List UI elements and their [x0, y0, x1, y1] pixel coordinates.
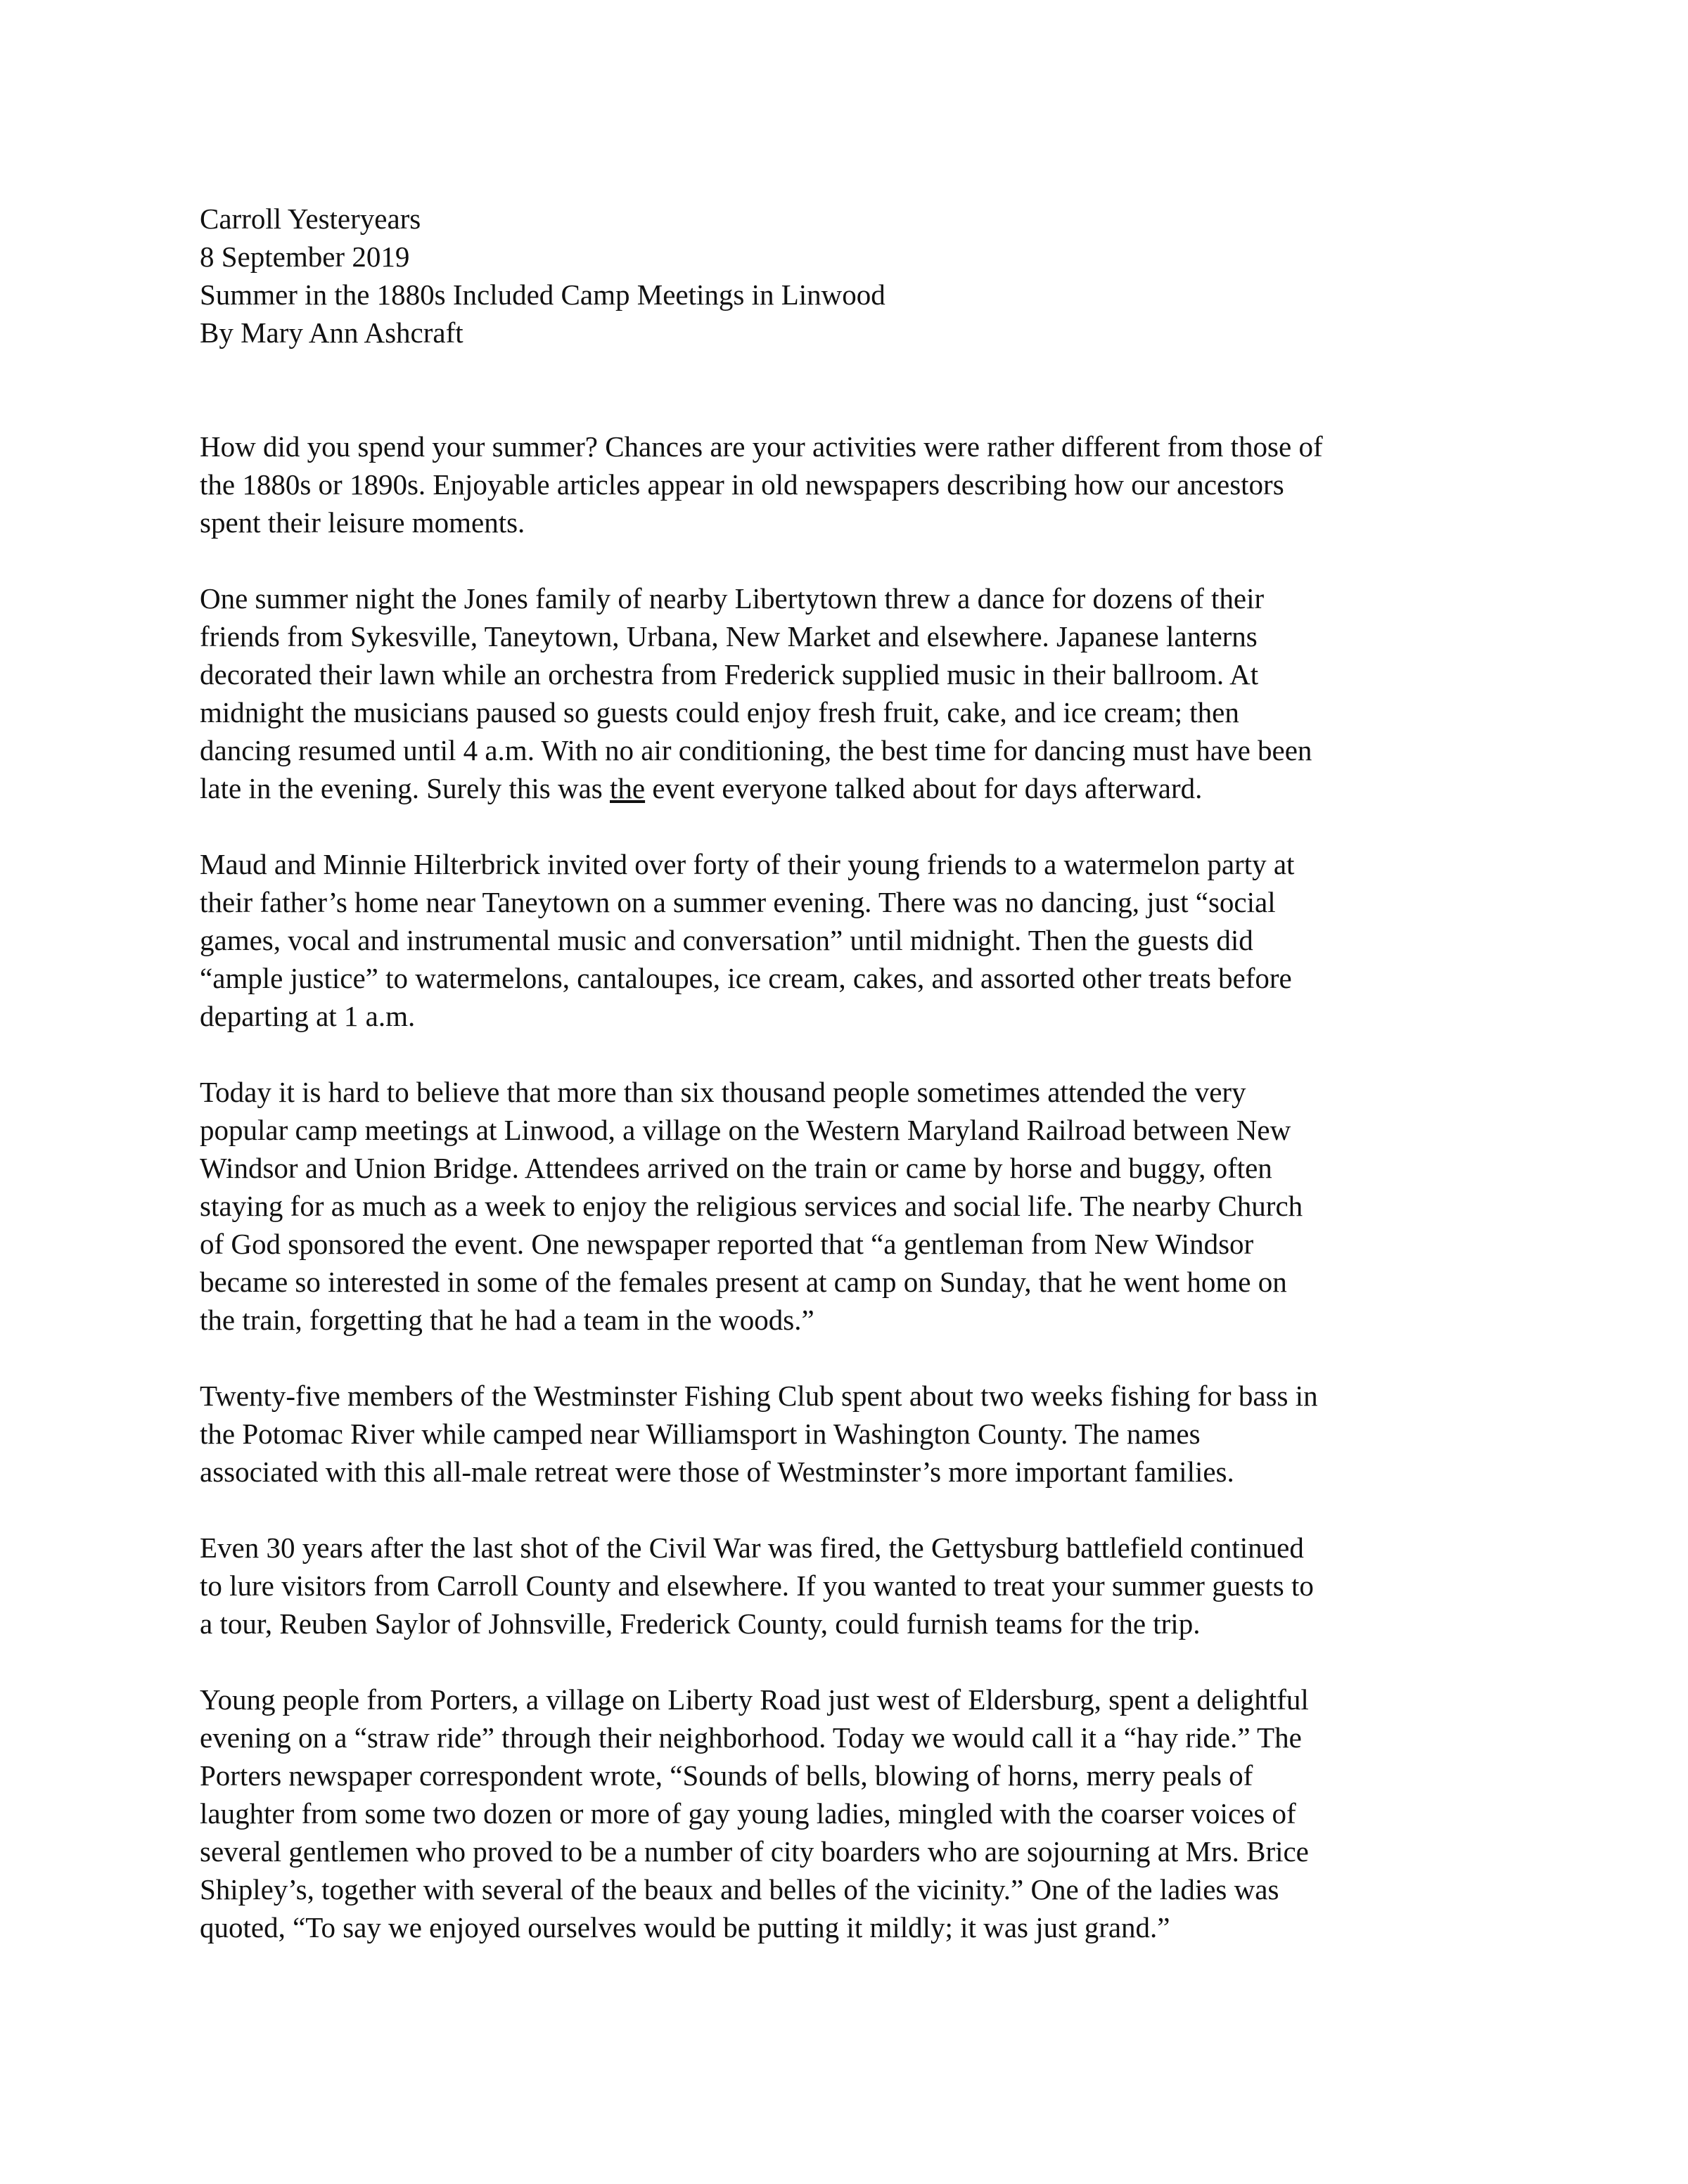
- paragraph-jones-dance: [200, 579, 1508, 807]
- text-line: [200, 769, 1508, 807]
- text-line: Today it is hard to believe that more than six thousand people sometimes attended the very: [200, 1076, 1246, 1108]
- publication-date: 8 September 2019: [200, 240, 410, 273]
- text-line: of God sponsored the event. One newspaper reported that “a gentleman from New Windsor: [200, 1228, 1254, 1260]
- text-line: the train, forgetting that he had a team in the woods.”: [200, 1304, 814, 1336]
- text-line: a tour, Reuben Saylor of Johnsville, Frederick County, could furnish teams for the trip.: [200, 1607, 1201, 1640]
- text-line: decorated their lawn while an orchestra from Frederick supplied music in their ballroom. At: [200, 658, 1259, 690]
- text-line: Even 30 years after the last shot of the Civil War was fired, the Gettysburg battlefield continued: [200, 1531, 1304, 1564]
- text-line: popular camp meetings at Linwood, a village on the Western Maryland Railroad between New: [200, 1114, 1291, 1146]
- text-line: laughter from some two dozen or more of gay young ladies, mingled with the coarser voices of: [200, 1797, 1296, 1830]
- text-line: associated with this all-male retreat were those of Westminster’s more important families.: [200, 1456, 1234, 1488]
- text-line: How did you spend your summer? Chances are your activities were rather different from those of: [200, 430, 1323, 463]
- text-line: midnight the musicians paused so guests could enjoy fresh fruit, cake, and ice cream; then: [200, 696, 1239, 728]
- text-segment: late in the evening. Surely this was: [200, 772, 610, 804]
- text-line: the Potomac River while camped near Williamsport in Washington County. The names: [200, 1418, 1201, 1450]
- text-line: spent their leisure moments.: [200, 506, 525, 539]
- text-line: departing at 1 a.m.: [200, 1000, 416, 1032]
- paragraph-straw-ride: [200, 1681, 1508, 1946]
- text-line: Shipley’s, together with several of the beaux and belles of the vicinity.” One of the ladies was: [200, 1873, 1279, 1906]
- paragraph-linwood-camp: [200, 1073, 1508, 1339]
- article-header: [200, 200, 1508, 352]
- article-title: Summer in the 1880s Included Camp Meetings in Linwood: [200, 278, 885, 311]
- text-line: the 1880s or 1890s. Enjoyable articles appear in old newspapers describing how our ancestors: [200, 468, 1284, 501]
- text-line: to lure visitors from Carroll County and elsewhere. If you wanted to treat your summer guests to: [200, 1569, 1314, 1602]
- text-line: evening on a “straw ride” through their neighborhood. Today we would call it a “hay ride.” The: [200, 1721, 1302, 1754]
- underlined-word: the: [610, 772, 646, 804]
- paragraph-gettysburg: [200, 1529, 1508, 1643]
- text-segment: event everyone talked about for days afterward.: [645, 772, 1203, 804]
- article-body: [200, 428, 1508, 1946]
- paragraph-fishing-club: [200, 1377, 1508, 1491]
- paragraph-watermelon-party: [200, 845, 1508, 1035]
- text-line: dancing resumed until 4 a.m. With no air conditioning, the best time for dancing must have been: [200, 734, 1312, 766]
- column-name: Carroll Yesteryears: [200, 203, 421, 235]
- text-line: several gentlemen who proved to be a number of city boarders who are sojourning at Mrs. Brice: [200, 1835, 1309, 1868]
- text-line: friends from Sykesville, Taneytown, Urbana, New Market and elsewhere. Japanese lanterns: [200, 620, 1258, 653]
- text-line: Windsor and Union Bridge. Attendees arrived on the train or came by horse and buggy, often: [200, 1152, 1272, 1184]
- text-line: Porters newspaper correspondent wrote, “Sounds of bells, blowing of horns, merry peals of: [200, 1759, 1253, 1792]
- text-line: staying for as much as a week to enjoy the religious services and social life. The nearby Church: [200, 1190, 1303, 1222]
- document-page: [200, 200, 1508, 1984]
- text-line: Young people from Porters, a village on Liberty Road just west of Eldersburg, spent a delightful: [200, 1683, 1309, 1716]
- text-line: Maud and Minnie Hilterbrick invited over forty of their young friends to a watermelon party at: [200, 848, 1295, 880]
- text-line: Twenty-five members of the Westminster Fishing Club spent about two weeks fishing for bass in: [200, 1380, 1318, 1412]
- text-line: games, vocal and instrumental music and conversation” until midnight. Then the guests did: [200, 924, 1253, 956]
- text-line: One summer night the Jones family of nearby Libertytown threw a dance for dozens of their: [200, 582, 1265, 615]
- paragraph-summer-intro: [200, 428, 1508, 541]
- text-line: became so interested in some of the females present at camp on Sunday, that he went home on: [200, 1266, 1287, 1298]
- text-line: quoted, “To say we enjoyed ourselves would be putting it mildly; it was just grand.”: [200, 1911, 1170, 1944]
- text-line: “ample justice” to watermelons, cantaloupes, ice cream, cakes, and assorted other treats before: [200, 962, 1292, 994]
- text-line: their father’s home near Taneytown on a summer evening. There was no dancing, just “social: [200, 886, 1276, 918]
- byline: By Mary Ann Ashcraft: [200, 316, 463, 349]
